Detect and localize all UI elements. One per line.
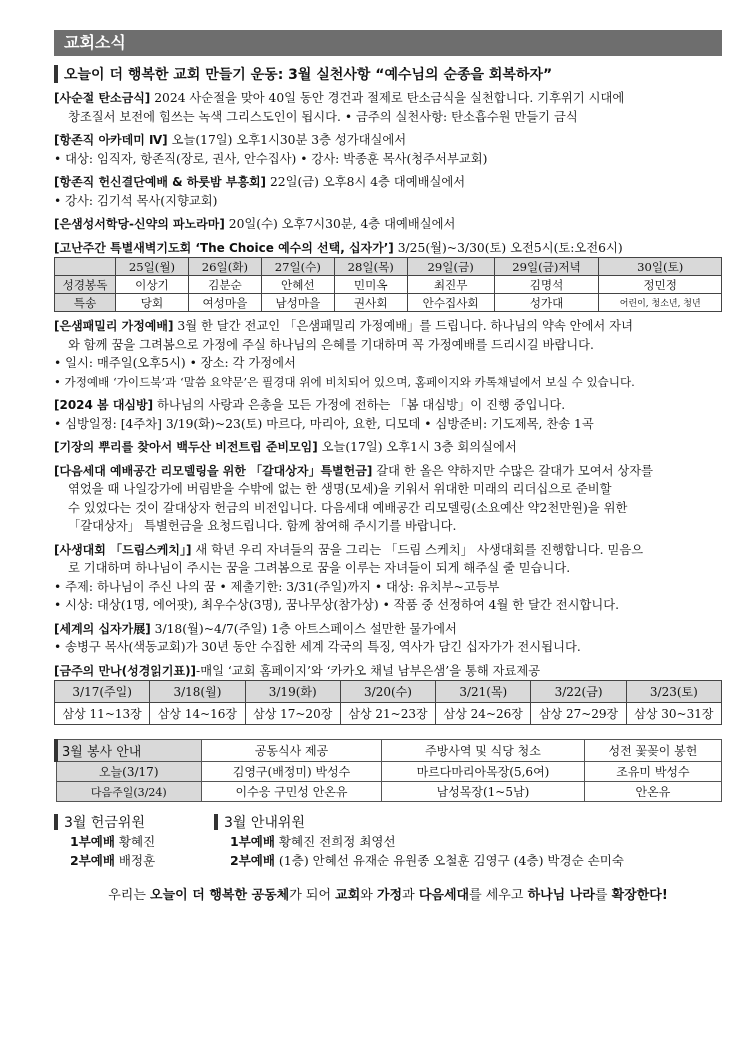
song-cell: 남성마을	[261, 294, 334, 312]
motto-strong: 교회	[335, 888, 361, 903]
service-cell: 마르다마리아목장(5,6여)	[382, 762, 585, 782]
passion-notice	[54, 239, 722, 313]
lent-notice	[54, 89, 722, 126]
family-line2: 와 함께 꿈을 그려봄으로 가정에 주실 하나님의 은혜를 기대하며 꼭 가정예배를 드리시길 바랍니다.	[68, 337, 594, 352]
bible-school-text: 20일(수) 오후7시30분, 4층 대예배실에서	[228, 217, 456, 231]
offering-r1: 황혜진	[118, 834, 156, 849]
offering-bar	[54, 814, 58, 830]
footer-motto	[54, 884, 722, 903]
reading-chapters: 삼상 30~31장	[626, 703, 721, 725]
sketch-line4: • 시상: 대상(1명, 에어팟), 최우수상(3명), 꿈나무상(참가상) • 작품 중 선정하여 4월 한 달간 전시합니다.	[54, 598, 619, 612]
motto-strong: 다음세대	[418, 888, 470, 903]
service-col: 주방사역 및 식당 청소	[382, 740, 585, 762]
usher-r2-label: 2부예배	[230, 853, 275, 868]
passion-schedule-table	[54, 257, 722, 312]
revival-notice	[54, 173, 722, 210]
headline-bar	[54, 65, 58, 83]
service-col: 공동식사 제공	[202, 740, 382, 762]
sketch-line3: • 주제: 하나님이 주신 나의 꿈 • 제출기한: 3/31(주일)까지 • 대상: 유치부~고등부	[54, 579, 500, 594]
academy-tag: [항존직 아카데미 Ⅳ]	[54, 133, 168, 147]
reading-day: 3/20(수)	[340, 681, 435, 703]
visit-tag: [2024 봄 대심방]	[54, 398, 154, 412]
church-news-page	[54, 30, 722, 903]
offering-title: 3월 헌금위원	[64, 815, 145, 831]
cross-text: 3/18(월)~4/7(주일) 1층 아트스페이스 설만한 물가에서	[154, 621, 457, 636]
duty-section	[54, 812, 722, 870]
revival-tag: [항존직 헌신결단예배 & 하룻밤 부흥회]	[54, 175, 267, 189]
usher-title: 3월 안내위원	[224, 815, 305, 831]
offering-r2-label: 2부예배	[70, 853, 115, 868]
reading-header-row	[55, 681, 722, 703]
family-line4: • 가정예배 ‘가이드북’과 ‘말씀 요약문’은 필경대 위에 비치되어 있으며, 홈페이지와 카톡채널에서 보실 수 있습니다.	[54, 374, 635, 389]
offering-r2: 배정훈	[118, 853, 156, 868]
usher-r1: 황혜진 전희정 최영선	[278, 834, 396, 849]
motto-strong: 하나님 나라	[527, 888, 595, 903]
lent-line2: 창조질서 보전에 힘쓰는 녹색 그리스도인이 됩시다. • 금주의 실천사항: 탄소흡수원 만들기 금식	[68, 109, 578, 124]
usher-r2: (1층) 안혜선 유재순 유원종 오철훈 김영구 (4층) 박경순 손미숙	[278, 853, 624, 868]
reader-cell: 김명석	[494, 276, 599, 294]
usher-r1-label: 1부예배	[230, 834, 275, 849]
motto-part: 와	[360, 888, 377, 903]
usher-committee	[214, 812, 722, 870]
reader-cell: 이상기	[116, 276, 189, 294]
reading-day: 3/17(주일)	[55, 681, 150, 703]
service-cell: 안온유	[584, 782, 721, 802]
lent-line1: 2024 사순절을 맞아 40일 동안 경건과 절제로 탄소금식을 실천합니다. 기후위기 시대에	[154, 91, 625, 105]
motto-part: 를 세우고	[469, 888, 528, 903]
reading-day: 3/22(금)	[531, 681, 626, 703]
table-row	[55, 294, 722, 312]
table-row	[56, 762, 722, 782]
reading-tag: [금주의 만나(성경읽기표)]	[54, 663, 197, 678]
headline	[54, 64, 722, 84]
family-line3: • 일시: 매주일(오후5시) • 장소: 각 가정에서	[54, 356, 296, 370]
service-row-label: 오늘(3/17)	[56, 762, 202, 782]
lent-tag: [사순절 탄소금식]	[54, 91, 151, 105]
table-row	[55, 703, 722, 725]
service-cell: 김영구(배정미) 박성수	[202, 762, 382, 782]
cross-tag: [세계의 십자가展]	[54, 621, 151, 636]
visit-notice	[54, 396, 722, 433]
song-cell: 권사회	[334, 294, 407, 312]
day-cell: 30일(토)	[599, 258, 722, 276]
service-col: 성전 꽃꽂이 봉헌	[584, 740, 721, 762]
cross-notice	[54, 620, 722, 657]
corner-cell	[55, 258, 116, 276]
sketch-tag: [사생대회 「드림스케치」]	[54, 542, 192, 557]
row-label: 성경봉독	[55, 276, 116, 294]
trip-text: 오늘(17일) 오후1시 3층 회의실에서	[321, 440, 517, 454]
reading-day: 3/18(월)	[150, 681, 245, 703]
remodel-tag: [다음세대 예배공간 리모델링을 위한 「갈대상자」특별헌금]	[54, 463, 373, 478]
family-notice	[54, 317, 722, 391]
passion-tag: [고난주간 특별새벽기도회 ‘The Choice 예수의 선택, 십자가’]	[54, 240, 394, 255]
song-cell: 어린이, 청소년, 청년	[599, 294, 722, 312]
reading-chapters: 삼상 27~29장	[531, 703, 626, 725]
passion-header-row	[55, 258, 722, 276]
family-tag: [은샘패밀리 가정예배]	[54, 319, 174, 333]
reading-day: 3/21(목)	[436, 681, 531, 703]
table-row	[55, 276, 722, 294]
service-header-row	[56, 740, 722, 762]
song-cell: 당회	[116, 294, 189, 312]
reading-chapters: 삼상 24~26장	[436, 703, 531, 725]
day-cell: 28일(목)	[334, 258, 407, 276]
motto-strong: 오늘이 더 행복한 공동체	[150, 888, 290, 903]
visit-line1: 하나님의 사랑과 은총을 모든 가정에 전하는 「봄 대심방」이 진행 중입니다.	[157, 398, 566, 412]
academy-notice	[54, 131, 722, 168]
table-row	[56, 782, 722, 802]
revival-detail: • 강사: 김기석 목사(지향교회)	[54, 193, 218, 208]
section-title: 교회소식	[54, 30, 722, 56]
row-label: 특송	[55, 294, 116, 312]
remodel-line1: 갈대 한 올은 약하지만 수많은 갈대가 모여서 상자를	[376, 463, 654, 478]
service-cell: 이수응 구민성 안온유	[202, 782, 382, 802]
day-cell: 29일(금)	[407, 258, 494, 276]
reading-day: 3/19(화)	[245, 681, 340, 703]
revival-text: 22일(금) 오후8시 4층 대예배실에서	[269, 175, 466, 189]
motto-strong: 확장한다!	[611, 888, 668, 903]
trip-tag: [기장의 뿌리를 찾아서 백두산 비전트립 준비모임]	[54, 440, 318, 454]
service-cell: 남성목장(1~5남)	[382, 782, 585, 802]
reader-cell: 정민정	[599, 276, 722, 294]
reading-chapters: 삼상 14~16장	[150, 703, 245, 725]
remodel-line2: 엮었을 때 나일강가에 버림받을 수밖에 없는 한 생명(모세)을 키워서 위대한 미래의 리더십으로 준비할	[68, 482, 612, 496]
song-cell: 성가대	[494, 294, 599, 312]
reading-text: -매일 ‘교회 홈페이지’와 ‘카카오 채널 남부은샘’을 통해 자료제공	[196, 663, 541, 678]
song-cell: 안수집사회	[407, 294, 494, 312]
motto-strong: 가정	[377, 888, 403, 903]
reading-table	[54, 680, 722, 725]
usher-bar	[214, 814, 218, 830]
cross-detail: • 송병구 목사(색동교회)가 30년 동안 수집한 세계 각국의 특징, 역사가 담긴 십자가가 전시됩니다.	[54, 640, 581, 654]
offering-committee	[54, 812, 214, 870]
visit-line2: • 심방일정: [4주차] 3/19(화)~23(토) 마르다, 마리아, 요한, 디모데 • 심방준비: 기도제목, 찬송 1곡	[54, 416, 594, 431]
trip-notice	[54, 438, 722, 457]
sketch-line2: 로 기대하며 하나님이 주시는 꿈을 그려봄으로 꿈을 이루는 자녀들이 되게 해주실 줄 믿습니다.	[68, 561, 571, 575]
headline-text: 오늘이 더 행복한 교회 만들기 운동: 3월 실천사항 “예수님의 순종을 회복하자”	[64, 67, 553, 83]
day-cell: 25일(월)	[116, 258, 189, 276]
day-cell: 26일(화)	[188, 258, 261, 276]
bible-school-notice	[54, 215, 722, 234]
reading-day: 3/23(토)	[626, 681, 721, 703]
day-cell: 27일(수)	[261, 258, 334, 276]
motto-part: 가 되어	[289, 888, 336, 903]
academy-detail: • 대상: 임직자, 항존직(장로, 권사, 안수집사) • 강사: 박종훈 목사(청주서부교회)	[54, 151, 488, 166]
service-cell: 조유미 박성수	[584, 762, 721, 782]
reader-cell: 최진무	[407, 276, 494, 294]
reading-notice	[54, 662, 722, 726]
sketch-notice	[54, 541, 722, 615]
sketch-line1: 새 학년 우리 자녀들의 꿈을 그리는 「드림 스케치」 사생대회를 진행합니다. 믿음으	[195, 542, 644, 557]
remodel-line3: 수 있었다는 것이 갈대상자 헌금의 비전입니다. 다음세대 예배공간 리모델링(소요예산 약2천만원)을 위한	[68, 500, 628, 515]
motto-part: 를	[594, 888, 612, 903]
remodel-notice	[54, 462, 722, 536]
family-line1: 3월 한 달간 전교인 「은샘패밀리 가정예배」를 드립니다. 하나님의 약속 안에서 자녀	[177, 319, 633, 333]
reader-cell: 안혜선	[261, 276, 334, 294]
service-title: 3월 봉사 안내	[56, 740, 202, 762]
motto-part: 과	[402, 888, 419, 903]
bible-school-tag: [은샘성서학당-신약의 파노라마]	[54, 217, 225, 231]
motto-part: 우리는	[108, 888, 151, 903]
remodel-line4: 「갈대상자」 특별헌금을 요청드립니다. 함께 참여해 주시기를 바랍니다.	[68, 519, 457, 533]
day-cell: 29일(금)저녁	[494, 258, 599, 276]
passion-text: 3/25(월)~3/30(토) 오전5시(토:오전6시)	[397, 240, 623, 255]
reader-cell: 민미옥	[334, 276, 407, 294]
reading-chapters: 삼상 17~20장	[245, 703, 340, 725]
reader-cell: 김분순	[188, 276, 261, 294]
song-cell: 여성마을	[188, 294, 261, 312]
service-table	[54, 739, 722, 802]
reading-chapters: 삼상 21~23장	[340, 703, 435, 725]
academy-text: 오늘(17일) 오후1시30분 3층 성가대실에서	[171, 133, 407, 147]
service-row-label: 다음주일(3/24)	[56, 782, 202, 802]
offering-r1-label: 1부예배	[70, 834, 115, 849]
reading-chapters: 삼상 11~13장	[55, 703, 150, 725]
